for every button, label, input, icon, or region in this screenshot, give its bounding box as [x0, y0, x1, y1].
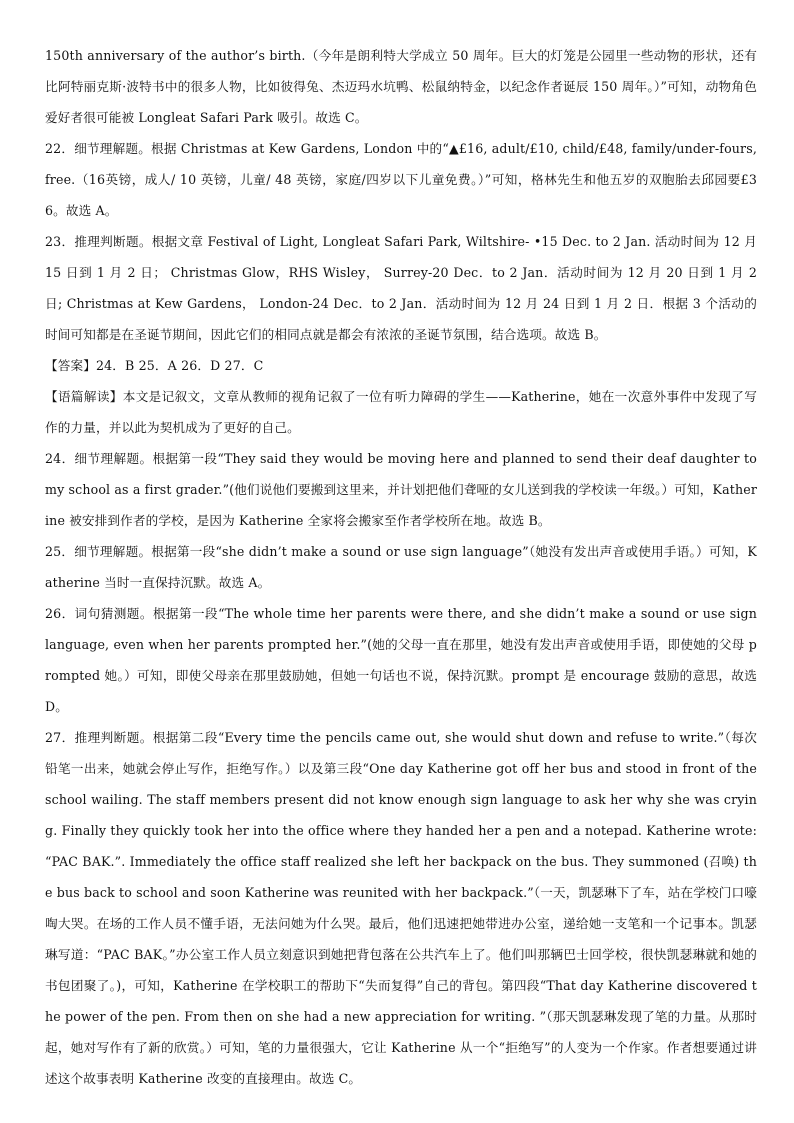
paragraph-q25: 25．细节理解题。根据第一段“she didn’t make a sound or use sign language”（她没有发出声音或使用手语。）可知，Katherine 当时一直保持沉默。故选 A。: [45, 544, 757, 590]
paragraph-q23: 23．推理判断题。根据文章 Festival of Light, Longleat Safari Park, Wiltshire- •15 Dec. to 2 Jan. 活动时间为 12 月 15 日到 1 月 2 日； Christmas Glow，RHS Wisley， Surrey-20 Dec．to 2 Jan．活动时间为 12 月 20 日到 1 月 2 日; Christmas at Kew Gardens， London-24 Dec．to 2 Jan．活动时间为 12 月 24 日到 1 月 2 日．根据 3 个活动的时间可知都是在圣诞节期间，因此它们的相同点就是都会有浓浓的圣诞节氛围，结合选项。故选 B。: [45, 234, 757, 342]
paragraph-q26: 26．词句猜测题。根据第一段“The whole time her parents were there, and she didn’t make a sound or use sign language, even when her parents prompted her.”(她的父母一直在那里，她没有发出声音或使用手语，即使她的父母 prompted 她。）可知，即使父母亲在那里鼓励她，但她一句话也不说，保持沉默。prompt 是 encourage 鼓励的意思，故选 D。: [45, 606, 757, 714]
passage-interpretation: 【语篇解读】本文是记叙文，文章从教师的视角记叙了一位有听力障碍的学生——Katherine，她在一次意外事件中发现了写作的力量，并以此为契机成为了更好的自己。: [45, 389, 757, 435]
answer-key-line: 【答案】24．B 25．A 26．D 27．C: [45, 358, 264, 373]
document-page: [45, 40, 757, 1094]
paragraph-q24: 24．细节理解题。根据第一段“They said they would be moving here and planned to send their deaf daughter to my school as a first grader.”(他们说他们要搬到这里来，并计划把他们聋哑的女儿送到我的学校读一年级。）可知，Katherine 被安排到作者的学校，是因为 Katherine 全家将会搬家至作者学校所在地。故选 B。: [45, 451, 757, 528]
paragraph-21-continued: 150th anniversary of the author’s birth.（今年是朗利特大学成立 50 周年。巨大的灯笼是公园里一些动物的形状，还有比阿特丽克斯·波特书中的很多人物，比如彼得兔、杰迈玛水坑鸭、松鼠纳特金，以纪念作者诞辰 150 周年。）”可知，动物角色爱好者很可能被 Longleat Safari Park 吸引。故选 C。: [45, 48, 757, 125]
paragraph-q22: 22．细节理解题。根据 Christmas at Kew Gardens, London 中的“▲£16, adult/£10, child/£48, family/under-fours, free.（16英镑，成人/ 10 英镑，儿童/ 48 英镑，家庭/四岁以下儿童免费。）”可知，格林先生和他五岁的双胞胎去邱园要£36。故选 A。: [45, 141, 757, 218]
paragraph-q27: 27．推理判断题。根据第二段“Every time the pencils came out, she would shut down and refuse to write.”（每次铅笔一出来，她就会停止写作，拒绝写作。）以及第三段“One day Katherine got off her bus and stood in front of the school wailing. The staff members present did not know enough sign language to ask her why she was crying. Finally they quickly took her into the office where they handed her a pen and a notepad. Katherine wrote: “PAC BAK.”. Immediately the office staff realized she left her backpack on the bus. They summoned (召唤) the bus back to school and soon Katherine was reunited with her backpack.”（一天，凯瑟琳下了车，站在学校门口嚎啕大哭。在场的工作人员不懂手语，无法问她为什么哭。最后，他们迅速把她带进办公室，递给她一支笔和一个记事本。凯瑟琳写道：“PAC BAK。”办公室工作人员立刻意识到她把背包落在公共汽车上了。他们叫那辆巴士回学校，很快凯瑟琳就和她的书包团聚了。)，可知，Katherine 在学校职工的帮助下“失而复得”自己的背包。第四段“That day Katherine discovered the power of the pen. From then on she had a new appreciation for writing. ”（那天凯瑟琳发现了笔的力量。从那时起，她对写作有了新的欣赏。）可知，笔的力量很强大，它让 Katherine 从一个“拒绝写”的人变为一个作家。作者想要通过讲述这个故事表明 Katherine 改变的直接理由。故选 C。: [45, 730, 757, 1086]
